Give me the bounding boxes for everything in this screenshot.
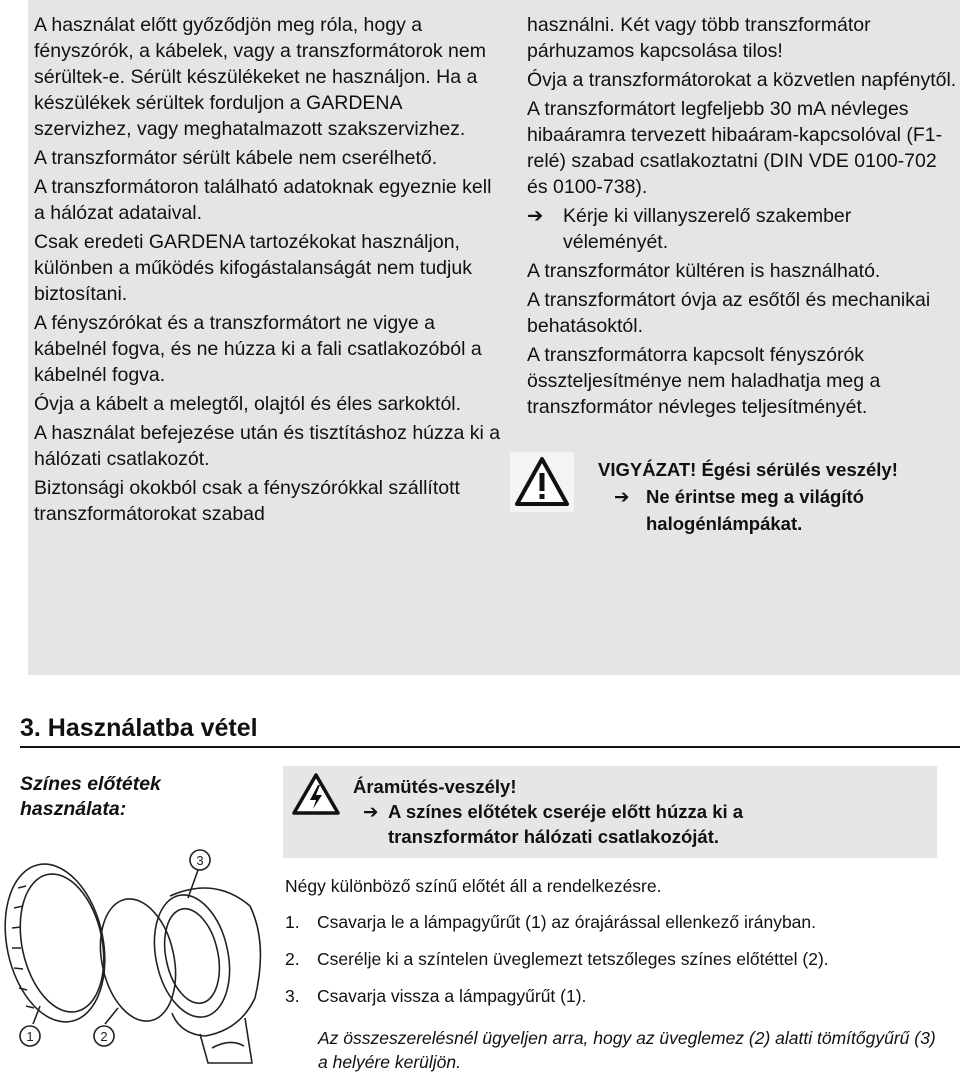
safety-paragraph: A transzformátoron található adatoknak egyeznie kell a hálózat adataival. (34, 176, 492, 224)
safety-paragraph: A használat befejezése után és tisztításhoz húzza ki a hálózati csatlakozót. (34, 422, 501, 470)
step-text: Csavarja le a lámpagyűrűt (1) az órajárással ellenkező irányban. (317, 912, 816, 932)
burn-warning-title: VIGYÁZAT! Égési sérülés veszély! (598, 459, 898, 480)
intro-text: Négy különböző színű előtét áll a rendelkezésre. (285, 876, 662, 896)
safety-paragraph: Csak eredeti GARDENA tartozékokat használjon, különben a működés kifogástalanságát nem tudjuk biztosítani. (34, 231, 472, 305)
figure-label-1: 1 (26, 1029, 34, 1044)
step-number: 1. (285, 912, 300, 932)
step-text: Csavarja vissza a lámpagyűrűt (1). (317, 986, 587, 1006)
warning-triangle-icon (514, 456, 570, 508)
electric-shock-warning-icon (291, 772, 341, 816)
shock-warning-title: Áramütés-veszély! (353, 776, 517, 797)
assembly-note: Az összeszerelésnél ügyeljen arra, hogy az üveglemez (2) alatti tömítőgyűrű (3) a helyére kerüljön. (318, 1028, 936, 1072)
burn-warning (510, 452, 960, 534)
arrow-instruction-text: Kérje ki villanyszerelő szakember véleményét. (563, 205, 852, 253)
safety-paragraph: A transzformátor sérült kábele nem cserélhető. (34, 147, 438, 169)
safety-paragraph: A fényszórókat és a transzformátort ne vigye a kábelnél fogva, és ne húzza ki a fali csatlakozóból a kábelnél fogva. (34, 312, 482, 386)
list-item (285, 947, 955, 971)
shock-warning-instruction: A színes előtétek cseréje előtt húzza ki a transzformátor hálózati csatlakozóját. (388, 801, 744, 847)
safety-paragraph: Óvja a transzformátorokat a közvetlen napfénytől. (527, 69, 957, 91)
shock-warning-text (353, 774, 818, 849)
burn-warning-text (598, 456, 916, 537)
safety-left-column (34, 12, 504, 530)
arrow-instruction (527, 203, 960, 255)
side-label: Színes előtétek használata: (20, 773, 161, 820)
arrow-icon: ➔ (614, 486, 630, 507)
safety-paragraph: A transzformátorra kapcsolt fényszórók összteljesítménye nem haladhatja meg a transzformátor névleges teljesítményét. (527, 344, 881, 418)
warning-icon-box (510, 452, 574, 512)
list-item (285, 910, 955, 934)
burn-warning-instruction-row (598, 483, 916, 537)
section-title: 3. Használatba vétel (20, 712, 960, 748)
arrow-icon: ➔ (363, 801, 379, 822)
shock-warning-instruction-row (353, 799, 818, 849)
safety-paragraph: Biztonsági okokból csak a fényszórókkal szállított transzformátorokat szabad (34, 477, 460, 525)
lamp-exploded-illustration (0, 848, 270, 1076)
safety-paragraph: használni. Két vagy több transzformátor párhuzamos kapcsolása tilos! (527, 14, 871, 62)
safety-paragraph: A használat előtt győződjön meg róla, hogy a fényszórók, a kábelek, vagy a transzformátorok nem sérültek-e. Sérült készülékeket ne használjon. Ha a készülékek sérültek forduljon a GARDENA szervizhez, vagy meghatalmazott szakszervizhez. (34, 14, 486, 140)
list-item (285, 984, 955, 1008)
safety-paragraph: Óvja a kábelt a melegtől, olajtól és éles sarkoktól. (34, 393, 462, 415)
shock-warning (283, 766, 937, 858)
arrow-icon: ➔ (527, 205, 544, 227)
step-text: Cserélje ki a színtelen üveglemezt tetszőleges színes előtéttel (2). (317, 949, 829, 969)
safety-paragraph: A transzformátort legfeljebb 30 mA névleges hibaáramra tervezett hibaáram-kapcsolóval (F1-relé) szabad csatlakoztatni (DIN VDE 0100-702 és 0100-738). (527, 98, 943, 198)
safety-paragraph: A transzformátor kültéren is használható. (527, 260, 881, 282)
figure-label-2: 2 (100, 1029, 108, 1044)
burn-warning-instruction: Ne érintse meg a világító halogénlámpákat. (646, 486, 864, 534)
safety-right-column (527, 12, 960, 423)
figure-label-3: 3 (196, 853, 204, 868)
steps-list (285, 910, 955, 1021)
step-number: 3. (285, 986, 300, 1006)
safety-paragraph: A transzformátort óvja az esőtől és mechanikai behatásoktól. (527, 289, 931, 337)
step-number: 2. (285, 949, 300, 969)
